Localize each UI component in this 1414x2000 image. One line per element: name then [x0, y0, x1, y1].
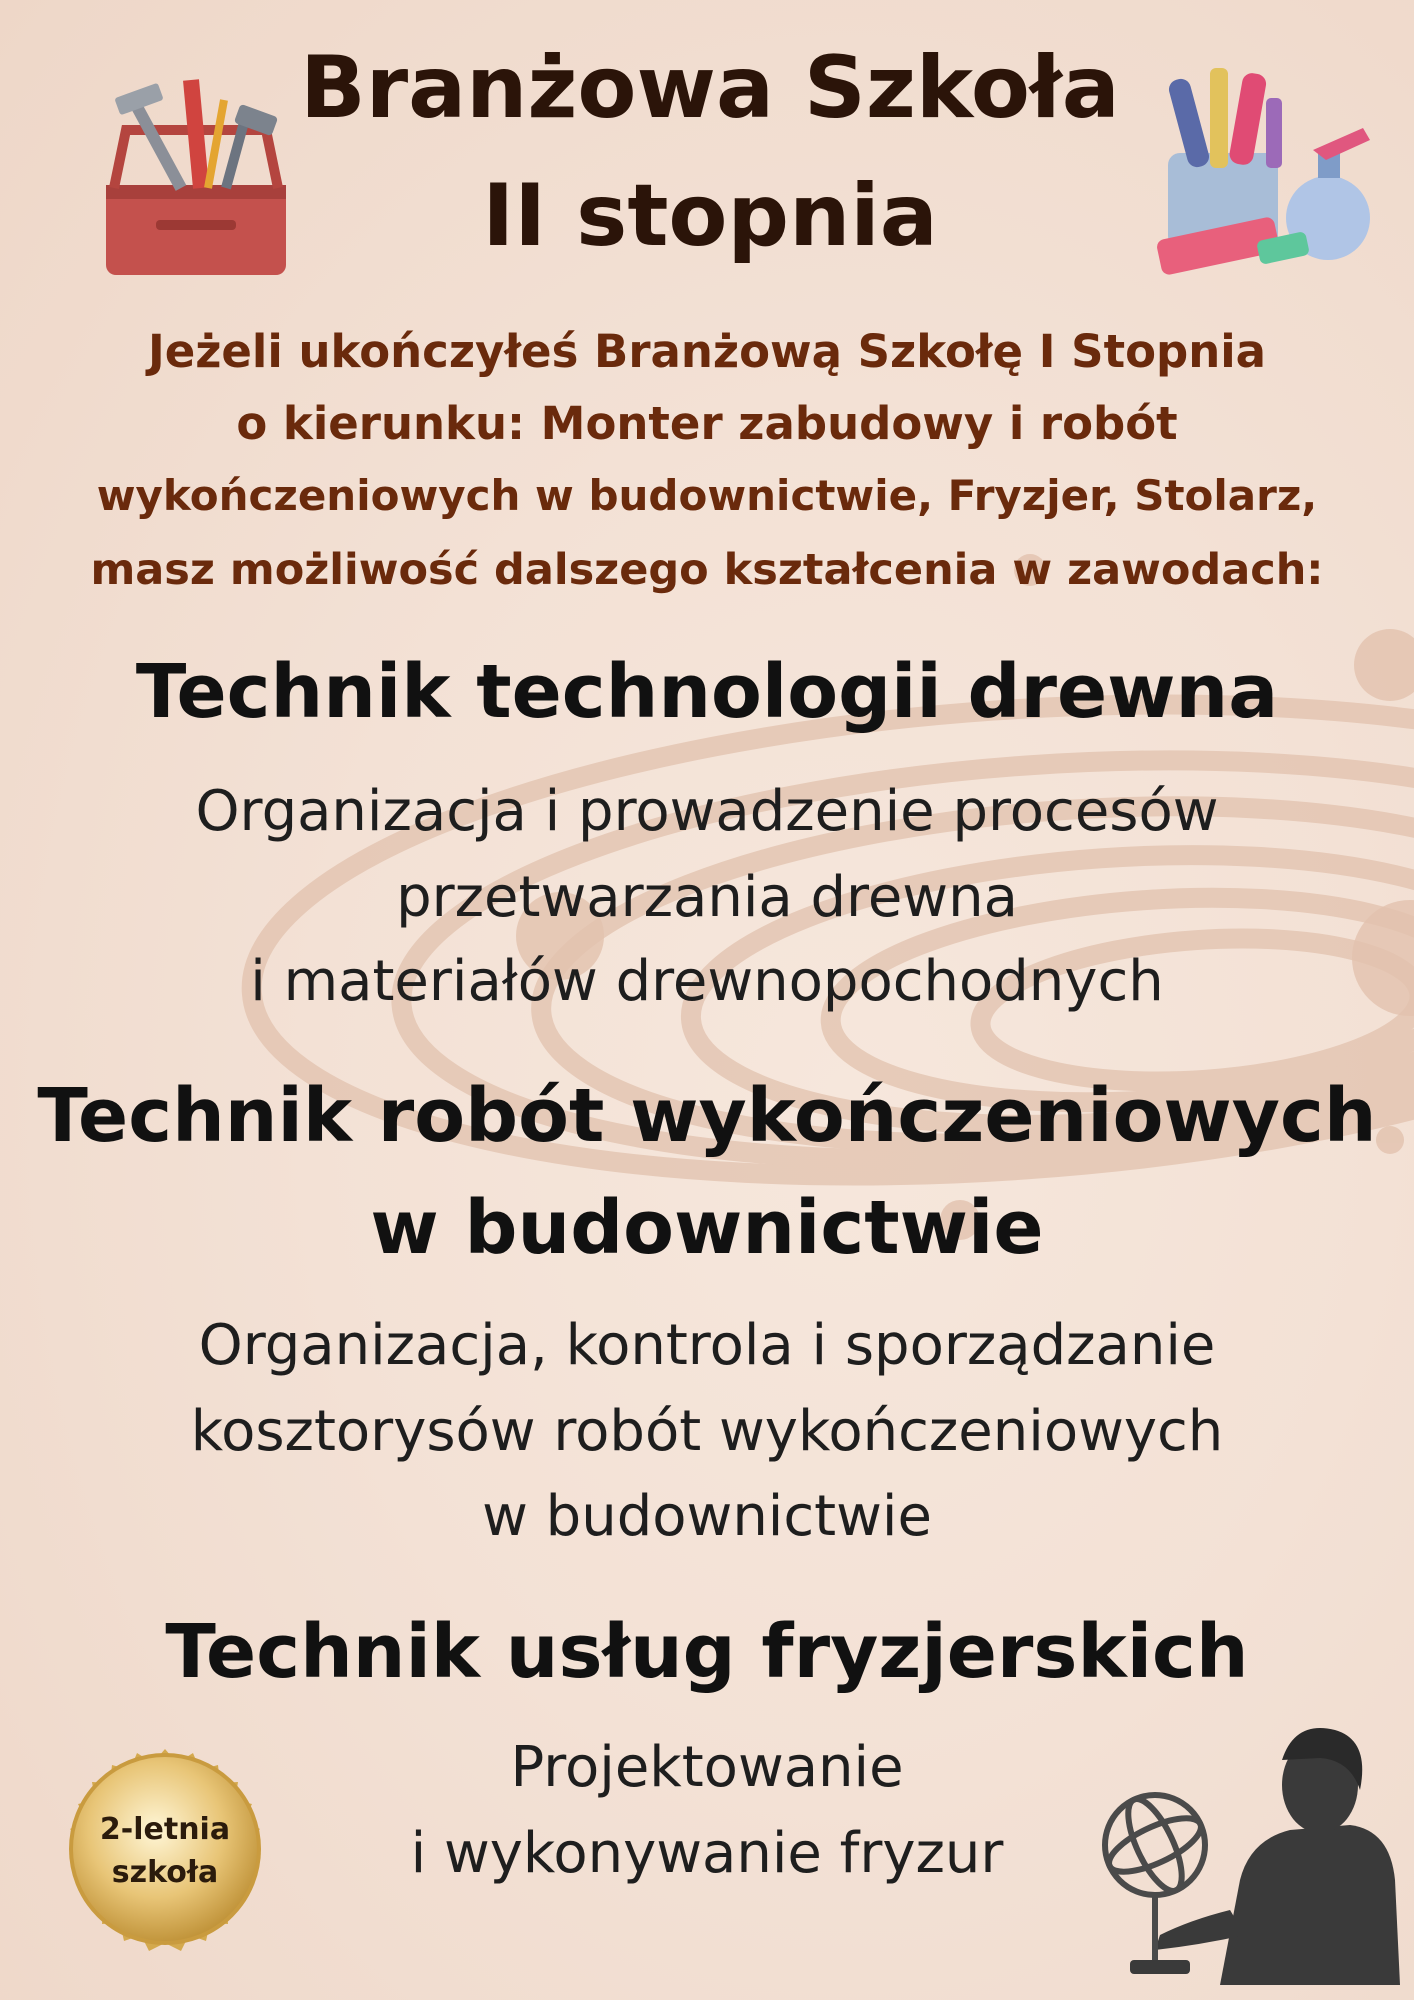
title-line-2: II stopnia [482, 166, 938, 266]
intro-line-3: wykończeniowych w budownictwie, Fryzjer, Stolarz, [96, 471, 1318, 520]
profession-3-description-line-1: Projektowanie [510, 1735, 904, 1800]
profession-2-description-line-3: w budownictwie [482, 1484, 932, 1549]
profession-3-description-line-2: i wykonywanie fryzur [410, 1821, 1004, 1886]
profession-2-description-line-1: Organizacja, kontrola i sporządzanie [198, 1313, 1216, 1378]
seal-label-line-1: 2-letnia [99, 1812, 231, 1847]
intro-line-4: masz możliwość dalszego kształcenia w zawodach: [90, 545, 1324, 595]
intro-line-2: o kierunku: Monter zabudowy i robót [236, 397, 1178, 450]
seal-label [40, 1808, 290, 1894]
profession-1-description-line-3: i materiałów drewnopochodnych [250, 949, 1164, 1014]
astronomer-statue-icon [1050, 1720, 1400, 1985]
profession-1-description-line-2: przetwarzania drewna [396, 865, 1018, 930]
hair-tools-icon [1148, 68, 1378, 280]
profession-2-description-line-2: kosztorysów robót wykończeniowych [190, 1399, 1224, 1464]
profession-2-title-line-1: Technik robót wykończeniowych [37, 1073, 1377, 1159]
intro-line-1: Jeżeli ukończyłeś Branżową Szkołę I Stopnia [147, 325, 1267, 378]
seal-label-line-2: szkoła [111, 1855, 219, 1890]
profession-2-title-line-2: w budownictwie [370, 1185, 1044, 1271]
title-line-1: Branżowa Szkoła [300, 38, 1120, 138]
profession-3-title: Technik usług fryzjerskich [165, 1609, 1249, 1695]
profession-1-title: Technik technologii drewna [135, 649, 1279, 735]
profession-1-description-line-1: Organizacja i prowadzenie procesów [195, 779, 1219, 844]
